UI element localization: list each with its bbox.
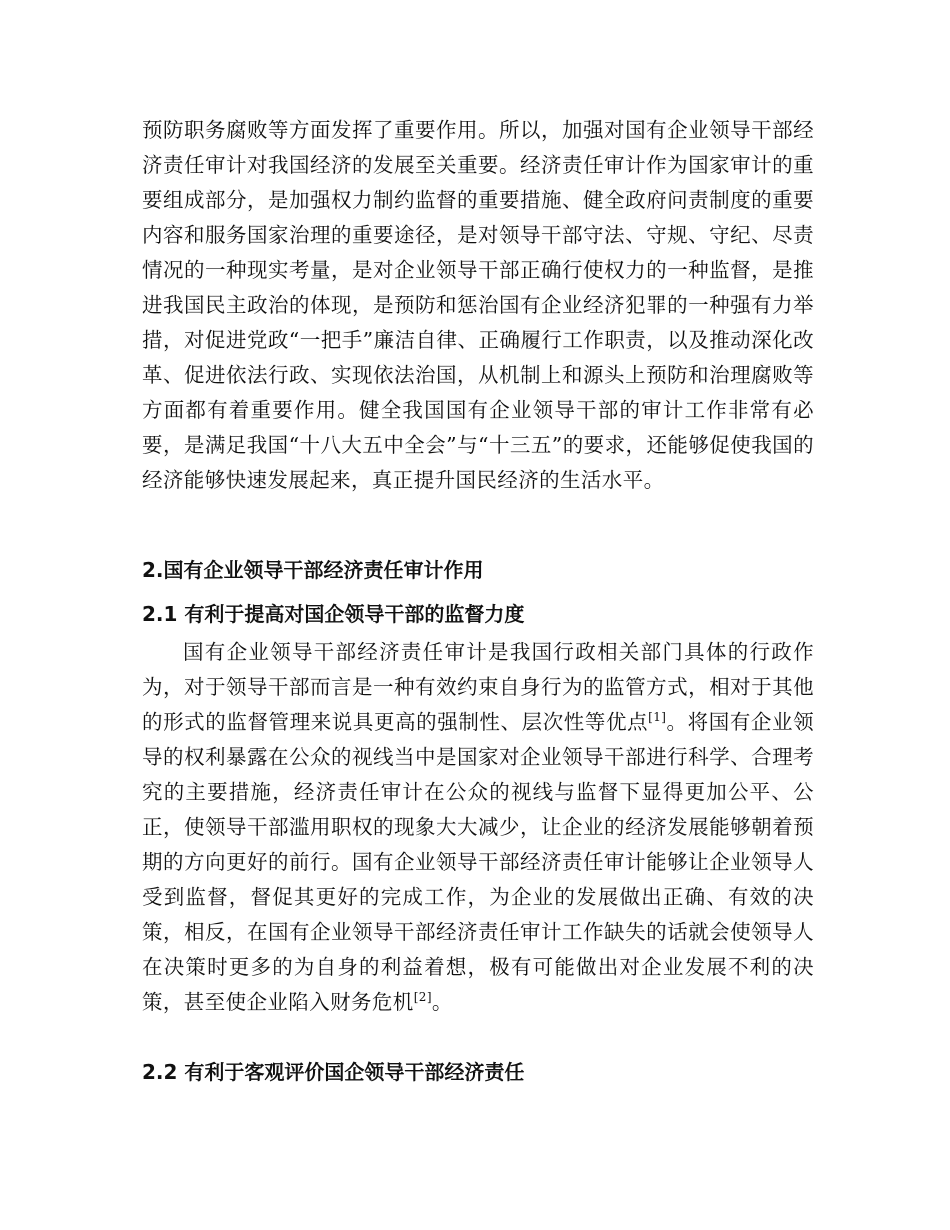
section-heading: 2.国有企业领导干部经济责任审计作用 [142, 558, 484, 582]
citation-marker: [2] [413, 990, 432, 1005]
body-paragraph: 预防职务腐败等方面发挥了重要作用。所以，加强对国有企业领导干部经济责任审计对我国经济的发展至关重要。经济责任审计作为国家审计的重要组成部分，是加强权力制约监督的重要措施、健全政府问责制度的重要内容和服务国家治理的重要途径，是对领导干部守法、守规、守纪、尽责情况的一种现实考量，是对企业领导干部正确行使权力的一种监督，是推进我国民主政治的体现，是预防和惩治国有企业经济犯罪的一种强有力举措，对促进党政“一把手”廉洁自律、正确履行工作职责，以及推动深化改革、促进依法行政、实现依法治国，从机制上和源头上预防和治理腐败等方面都有着重要作用。健全我国国有企业领导干部的审计工作非常有必要，是满足我国“十八大五中全会”与“十三五”的要求，还能够促使我国的经济能够快速发展起来，真正提升国民经济的生活水平。 [142, 118, 814, 492]
paragraph-text: 。 [431, 990, 453, 1014]
subsection-heading: 2.1 有利于提高对国企领导干部的监督力度 [142, 602, 525, 626]
subsection-heading: 2.2 有利于客观评价国企领导干部经济责任 [142, 1060, 525, 1084]
citation-marker: [1] [648, 710, 667, 725]
paragraph-text: 国有企业领导干部经济责任审计是我国行政相关部门具体的行政作为，对于领导干部而言是一种有效约束自身行为的监管方式，相对于其他的形式的监督管理来说具更高的强制性、层次性等优点 [142, 640, 814, 734]
paragraph-text: 。将国有企业领导的权利暴露在公众的视线当中是国家对企业领导干部进行科学、合理考究的主要措施，经济责任审计在公众的视线与监督下显得更加公平、公正，使领导干部滥用职权的现象大大减少，让企业的经济发展能够朝着预期的方向更好的前行。国有企业领导干部经济责任审计能够让企业领导人受到监督，督促其更好的完成工作，为企业的发展做出正确、有效的决策，相反，在国有企业领导干部经济责任审计工作缺失的话就会使领导人在决策时更多的为自身的利益着想，极有可能做出对企业发展不利的决策，甚至使企业陷入财务危机 [142, 710, 814, 1014]
body-paragraph [142, 635, 814, 1020]
